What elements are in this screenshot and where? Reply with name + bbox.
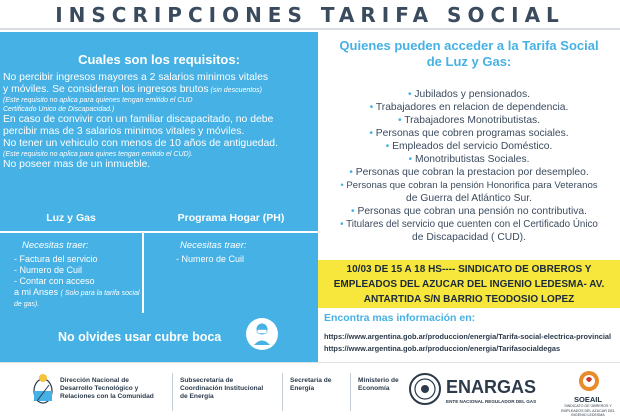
soeail-logo (558, 367, 618, 417)
enargas-seal-icon (408, 371, 442, 407)
info-links (318, 308, 620, 362)
face-mask-icon (246, 318, 278, 350)
bullet-icon: • (340, 219, 347, 230)
list-item: • Monotributistas Sociales. (408, 154, 530, 165)
beneficiarios-panel (318, 32, 620, 260)
luz-gas-necesitas: Necesitas traer: (22, 240, 89, 251)
divider (0, 231, 318, 233)
requisito-note: (Este requisito no aplica para quienes tengan emitido el CUD (3, 97, 193, 104)
soeail-emblem-icon (578, 369, 600, 393)
requisitos-list (3, 72, 315, 171)
aviso-line: EMPLEADOS DEL AZUCAR DEL INGENIO LEDESMA- AV. (333, 279, 605, 290)
requisito-line: En caso de convivir con un familiar discapacitado, no debe (3, 114, 274, 125)
soeail-name: SOEAIL (574, 395, 602, 404)
divider (142, 233, 144, 313)
list-item: • Jubilados y pensionados. (407, 89, 531, 100)
requisito-line: percibir mas de 3 salarios minimos vitales y móviles. (3, 126, 245, 137)
info-title: Encontra mas información en: (324, 312, 476, 324)
requisito-line: No tener un vehiculo con menos de 10 años de antiguedad. (3, 138, 278, 149)
page-title: INSCRIPCIONES TARIFA SOCIAL (55, 3, 565, 27)
list-item: • Empleados del servicio Doméstico. (385, 141, 553, 152)
bullet-icon: • (350, 206, 358, 217)
dinadesarrollo-label: Dirección Nacional de Desarrollo Tecnológico y Relaciones con la Comunidad (60, 377, 154, 400)
list-item: • Personas que cobran una pensión no contributiva. (350, 206, 588, 217)
aviso-line: 10/03 DE 15 A 18 HS---- SINDICATO DE OBREROS Y (346, 264, 592, 275)
aviso-banner (318, 260, 620, 308)
list-item: de Guerra del Atlántico Sur. (406, 193, 532, 204)
bullet-icon: • (369, 128, 376, 139)
luz-gas-title: Luz y Gas (46, 212, 96, 224)
list-item: - Contar con acceso (14, 276, 95, 286)
requisito-note: Certificado Único de Discapacidad.) (3, 106, 115, 113)
requisito-line: y móviles. Se consideran los ingresos brutos (sin descuentos) (3, 84, 262, 95)
list-item: • Personas que cobran la prestacion por desempleo. (349, 167, 589, 178)
hogar-items (176, 254, 244, 264)
list-item: • Trabajadores Monotributistas. (397, 115, 541, 126)
soeail-subtitle: SINDICATO DE OBREROS Y EMPLEADOS DEL AZUCAR DEL INGENIO LEDESMA (561, 404, 615, 417)
requisitos-title: Cuales son los requisitos: (78, 52, 240, 67)
divider (282, 373, 283, 411)
list-item: - Factura del servicio (14, 254, 98, 264)
cubre-boca-text: No olvides usar cubre boca (58, 330, 222, 344)
beneficiarios-title: Quienes pueden acceder a la Tarifa Social de Luz y Gas: (339, 38, 599, 69)
header-banner (0, 0, 620, 30)
requisito-note: (Este requisito no aplica para quines tengan emitido el CUD). (3, 151, 193, 158)
requisito-line: No poseer mas de un inmueble. (3, 159, 151, 170)
footer-logos (0, 362, 620, 420)
divider (172, 373, 173, 411)
bullet-icon: • (369, 102, 376, 113)
subsecretaria-label: Subsecretaría de Coordinación Institucional de Energía (180, 377, 264, 400)
enargas-name: ENARGAS (446, 377, 537, 397)
list-item: - Numero de Cuil (176, 254, 245, 264)
list-item: • Personas que cobran la pensión Honorifica para Veteranos (340, 180, 598, 191)
national-seal-icon (32, 371, 54, 407)
link-tarifa-gas[interactable]: https://www.argentina.gob.ar/produccion/energia/Tarifasocialdegas (324, 344, 561, 353)
requisito-line: No percibir ingresos mayores a 2 salarios minimos vitales (3, 72, 269, 83)
divider (350, 373, 351, 411)
requisitos-panel (0, 32, 318, 362)
hogar-title: Programa Hogar (PH) (177, 212, 285, 224)
ministerio-label: Ministerio de Economía (358, 377, 399, 392)
beneficiarios-list (318, 88, 620, 244)
aviso-line: ANTARTIDA S/N BARRIO TEODOSIO LOPEZ (363, 294, 575, 305)
bullet-icon: • (407, 89, 415, 100)
list-item: - Numero de Cuil (14, 265, 83, 275)
bullet-icon: • (349, 167, 356, 178)
list-item: • Titulares del servicio que cuenten con el Certificado Único (340, 219, 598, 230)
link-tarifa-electrica[interactable]: https://www.argentina.gob.ar/produccion/energia/Tarifa-social-electrica-provincial (324, 332, 612, 341)
list-item: • Trabajadores en relacion de dependencia. (369, 102, 569, 113)
hogar-necesitas: Necesitas traer: (180, 240, 247, 251)
enargas-logo (408, 371, 537, 407)
secretaria-label: Secretaría de Energía (290, 377, 332, 392)
luz-gas-items (14, 254, 142, 309)
list-item: • Personas que cobren programas sociales. (369, 128, 569, 139)
bullet-icon: • (408, 154, 415, 165)
bullet-icon: • (385, 141, 393, 152)
list-item: de Discapacidad ( CUD). (412, 232, 526, 243)
enargas-subtitle: ENTE NACIONAL REGULADOR DEL GAS (446, 399, 537, 404)
bullet-icon: • (397, 115, 405, 126)
list-item: a mi Anses ( Solo para la tarifa social de gas). (14, 287, 140, 308)
bullet-icon: • (340, 180, 347, 191)
